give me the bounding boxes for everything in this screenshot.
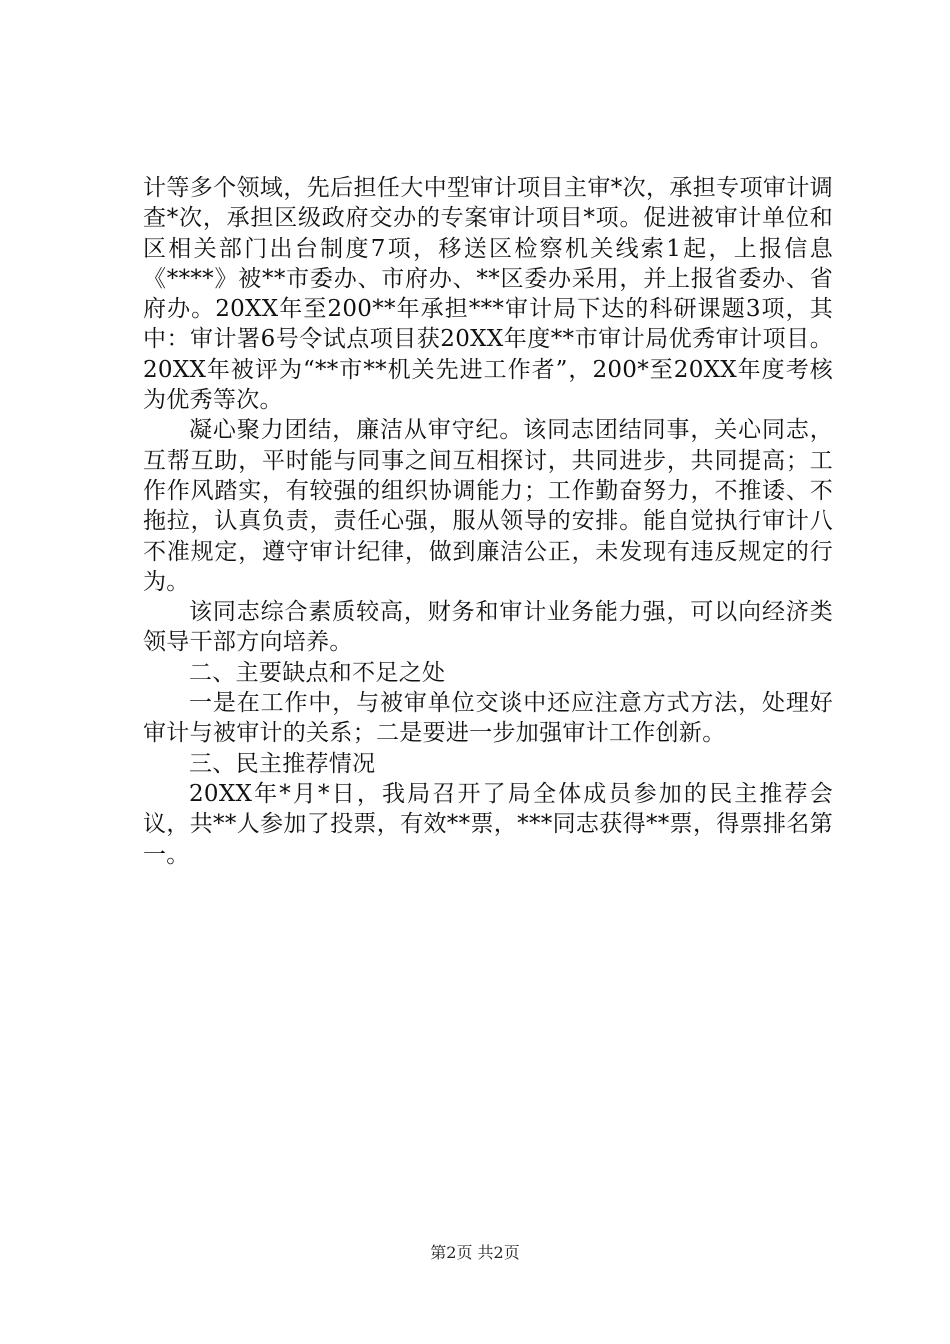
paragraph-overall-quality: 该同志综合素质较高，财务和审计业务能力强，可以向经济类领导干部方向培养。 xyxy=(143,599,833,656)
paragraph-shortcomings: 一是在工作中，与被审单位交谈中还应注意方式方法，处理好审计与被审计的关系；二是要进一步加强审计工作创新。 xyxy=(143,690,833,747)
page-number-footer: 第2页 共2页 xyxy=(430,1243,520,1262)
paragraph-integrity: 凝心聚力团结，廉洁从审守纪。该同志团结同事，关心同志，互帮互助，平时能与同事之间互相探讨，共同进步，共同提高；工作作风踏实，有较强的组织协调能力；工作勤奋努力，不推诿、不拖拉，认真负责，责任心强，服从领导的安排。能自觉执行审计八不准规定，遵守审计纪律，做到廉洁公正，未发现有违反规定的行为。 xyxy=(143,417,833,595)
section-heading-shortcomings: 二、主要缺点和不足之处 xyxy=(189,659,446,686)
document-body xyxy=(143,173,833,870)
paragraph-recommendation: 20XX年*月*日，我局召开了局全体成员参加的民主推荐会议，共**人参加了投票，有效**票，***同志获得**票，得票排名第一。 xyxy=(143,780,833,868)
paragraph-work-record: 计等多个领域，先后担任大中型审计项目主审*次，承担专项审计调查*次，承担区级政府交办的专案审计项目*项。促进被审计单位和区相关部门出台制度7项，移送区检察机关线索1起，上报信息《****》被**市委办、市府办、**区委办采用，并上报省委办、省府办。20XX年至200**年承担***审计局下达的科研课题3项，其中：审计署6号令试点项目获20XX年度**市审计局优秀审计项目。20XX年被评为“**市**机关先进工作者”，200*至20XX年度考核为优秀等次。 xyxy=(143,175,833,414)
section-heading-recommendation: 三、民主推荐情况 xyxy=(189,750,376,777)
